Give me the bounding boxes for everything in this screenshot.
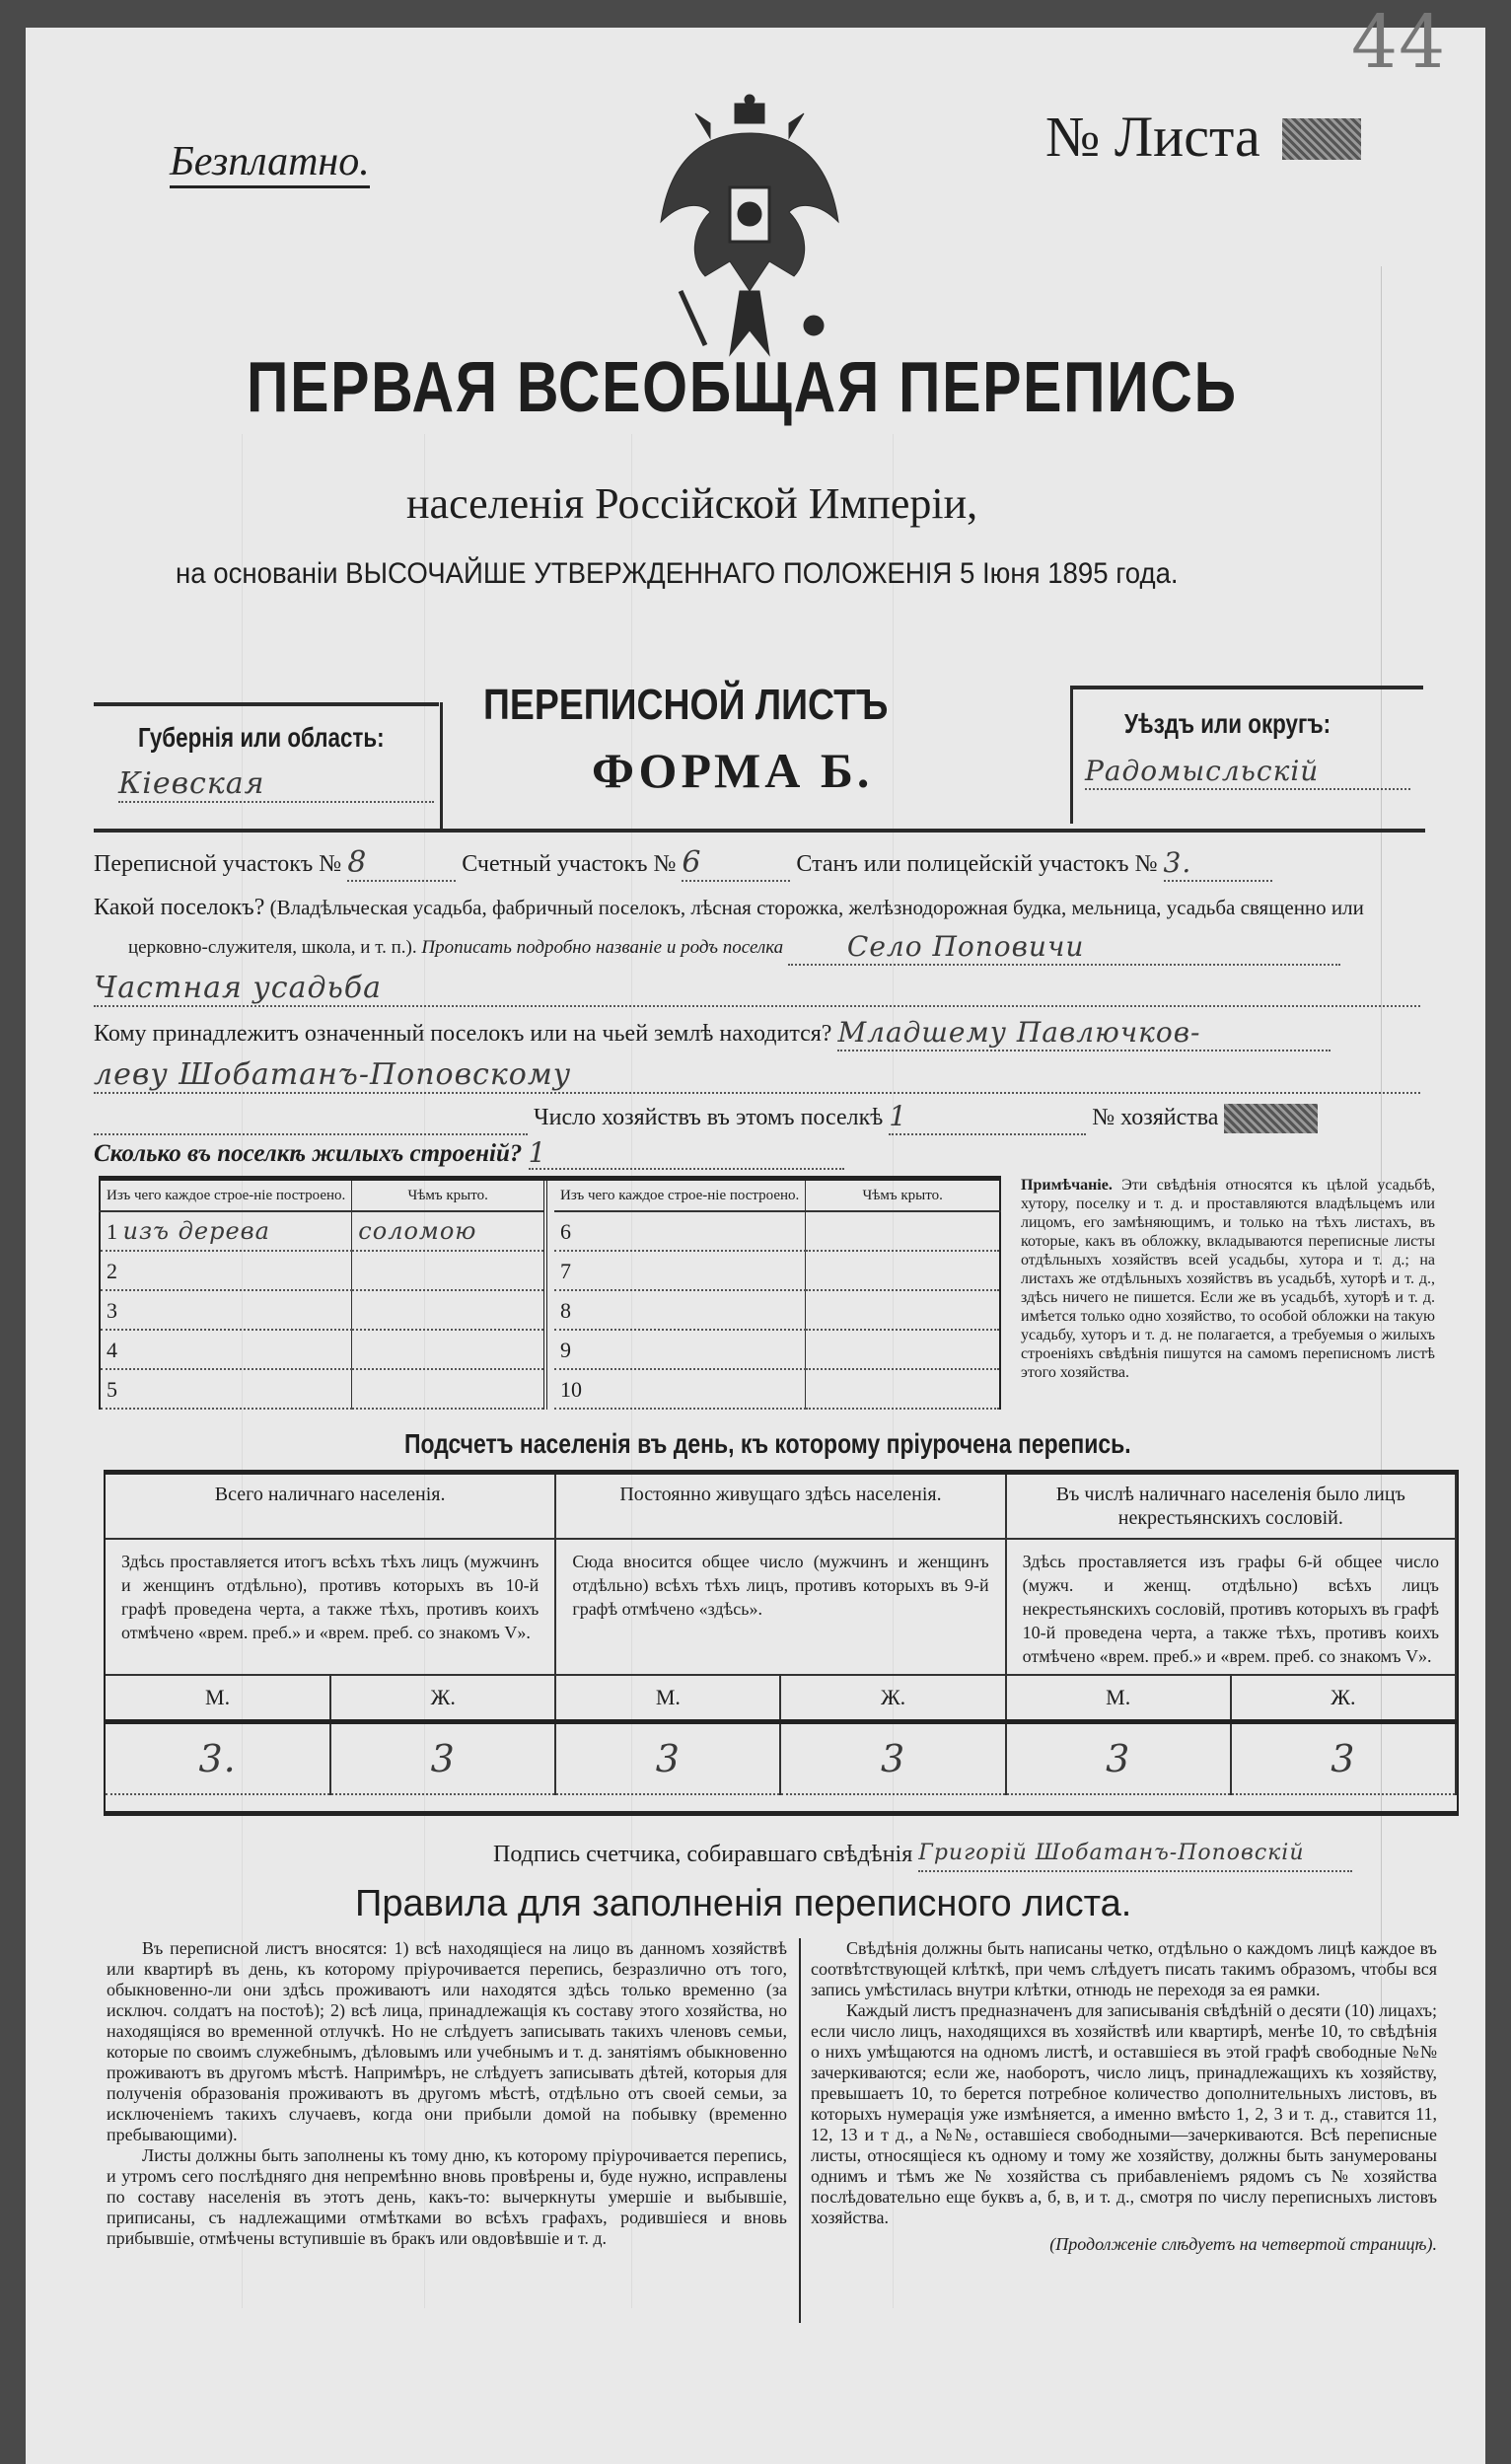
owner-field-2[interactable]: леву Шобатанъ-Поповскому (94, 1058, 1420, 1094)
sheet-title: ПЕРЕПИСНОЙ ЛИСТЪ (483, 681, 889, 729)
male-count-field[interactable]: 3 (555, 1722, 780, 1795)
settlement-hint-line (128, 930, 1340, 966)
imperial-eagle-emblem-icon (651, 94, 848, 365)
male-count-field[interactable]: 3. (106, 1722, 330, 1795)
female-header: Ж. (1231, 1675, 1456, 1722)
row-number: 3 (107, 1298, 117, 1323)
rules-paragraph: Свѣдѣнія должны быть написаны четко, отдѣльно о каждомъ лицѣ каждое въ соотвѣтствующей клѣткѣ, при чемъ слѣдуетъ писать такимъ образомъ, чтобы вся запись умѣстилась внутри клѣтки, отнюдь не переходя за ея рамки. (811, 1938, 1437, 1999)
female-count-field[interactable]: 3 (780, 1722, 1005, 1795)
population-header-row (106, 1475, 1456, 1539)
population-col-header: Всего наличнаго населенія. (106, 1475, 555, 1539)
settlement-hint-3: Прописать подробно названіе и родъ поселка (421, 937, 784, 958)
area-line (94, 846, 1272, 882)
divider (440, 702, 443, 831)
census-area-label: Переписной участокъ № (94, 851, 342, 877)
divider (94, 702, 439, 706)
col-roof-header: Чѣмъ крыто. (806, 1181, 1000, 1211)
buildings-question (94, 1138, 844, 1170)
row-number: 7 (560, 1259, 571, 1283)
buildings-label: Сколько въ поселкѣ жилыхъ строеній? (94, 1140, 523, 1167)
province-label: Губернія или область: (138, 722, 385, 753)
rules-paragraph: Листы должны быть заполнены къ тому дню, къ которому пріурочивается перепись, и утромъ сего послѣдняго дня непремѣнно вновь провѣрены и, буде нужно, исправлены по составу населенія въ этотъ день, какъ-то: вычеркнуты умершіе и выбывшіе, приписаны, съ надлежащими отмѣтками во всѣхъ графахъ, родившіеся и вновь прибывшіе, отмѣчены вступившіе въ бракъ или овдовѣвшіе и т. д. (107, 2145, 787, 2248)
buildings-table-left (99, 1181, 547, 1410)
police-area-field[interactable]: 3. (1164, 846, 1272, 882)
free-label: Безплатно. (170, 138, 370, 188)
roof-field[interactable]: соломою (358, 1217, 477, 1245)
population-desc-row (106, 1539, 1456, 1675)
building-row (100, 1251, 545, 1290)
census-title: ПЕРВАЯ ВСЕОБЩАЯ ПЕРЕПИСЬ (247, 348, 1238, 427)
male-header: М. (106, 1675, 330, 1722)
column-divider (799, 1938, 801, 2323)
owner-label: Кому принадлежитъ означенный поселокъ или на чьей землѣ находится? (94, 1021, 832, 1047)
population-table (104, 1470, 1459, 1816)
rules-right-column (811, 1938, 1437, 2255)
building-row (554, 1369, 1000, 1409)
rules-paragraph: Въ переписной листъ вносятся: 1) всѣ находящіеся на лицо въ данномъ хозяйствѣ или квартирѣ въ день, къ которому пріурочивается перепись, безразлично отъ того, обыкновенно-ли они здѣсь проживаютъ или находятся здѣсь только временно (за исключ. солдатъ на постоѣ); 2) всѣ лица, принадлежащія къ составу этого хозяйства, но находящіяся во временной отлучкѣ. Но не слѣдуетъ записывать такихъ членовъ семьи, которые по своимъ служебнымъ, дѣловымъ или учебнымъ и т. д. занятіямъ обыкновенно проживаютъ въ другомъ мѣстѣ. Напримѣръ, не слѣдуетъ записывать дѣтей, которыя для полученія образованія проживаютъ въ другомъ мѣстѣ, отдѣльно отъ своей семьи, за исключеніемъ такихъ случаевъ, когда они прибыли домой на побывку (временно пребывающими). (107, 1938, 787, 2144)
district-label: Уѣздъ или округъ: (1124, 708, 1331, 739)
building-row (554, 1211, 1000, 1251)
households-line (94, 1100, 1318, 1135)
household-number-label: № хозяйства (1092, 1105, 1219, 1130)
household-number-box (1224, 1104, 1318, 1133)
building-row (100, 1290, 545, 1330)
continued-note: (Продолженіе слѣдуетъ на четвертой страницѣ). (1049, 2234, 1437, 2254)
divider (1070, 686, 1073, 824)
building-row (554, 1330, 1000, 1369)
row-number: 6 (560, 1219, 571, 1244)
population-col-desc: Здѣсь проставляется изъ графы 6-й общее число (мужч. и женщ. отдѣльно) всѣхъ лицъ некрестьянскихъ сословій, противъ которыхъ въ графѣ 10-й проведена черта, а также тѣхъ, противъ коихъ отмѣчено «врем. преб.» и «врем. преб. со знакомъ V». (1006, 1539, 1456, 1675)
sheet-number-label: № Листа (1045, 105, 1260, 169)
divider (1073, 686, 1423, 689)
population-col-desc: Сюда вносится общее число (мужчинъ и женщинъ отдѣльно) всѣхъ тѣхъ лицъ, противъ которыхъ въ 9-й графѣ отмѣчено «здѣсь». (555, 1539, 1005, 1675)
building-row (554, 1290, 1000, 1330)
owner-question (94, 1016, 1331, 1051)
row-number: 1 (107, 1219, 117, 1244)
population-col-desc: Здѣсь проставляется итогъ всѣхъ тѣхъ лицъ (мужчинъ и женщинъ отдѣльно), противъ которыхъ въ 10-й графѣ проведена черта, а также тѣхъ, противъ коихъ отмѣчено «врем. преб.» и «врем. преб. со знакомъ V». (106, 1539, 555, 1675)
population-title: Подсчетъ населенія въ день, къ которому пріурочена перепись. (404, 1428, 1131, 1459)
population-value-row (106, 1722, 1456, 1795)
male-count-field[interactable]: 3 (1006, 1722, 1231, 1795)
buildings-table-right (554, 1181, 1001, 1410)
rules-paragraph: Каждый листъ предназначенъ для записыванія свѣдѣній о десяти (10) лицахъ; если число лицъ, находящихся въ хозяйствѣ или квартирѣ, менѣе 10, то свѣдѣнія о нихъ умѣщаются на одномъ листѣ, и оставшіеся въ этой графѣ свободные №№ зачеркиваются; если же, наоборотъ, число лицъ, принадлежащихъ къ хозяйству, превышаетъ 10, то берется потребное количество дополнительныхъ листовъ, въ которыхъ нумерація уже измѣняется, а именно вмѣсто 1, 2, 3 и т. д., ставится 11, 12, 13 и т д., а №№, оставшіеся свободными—зачеркиваются. Всѣ переписные листы, относящіеся къ одному и тому же хозяйству, должны быть занумерованы однимъ и тѣмъ же № хозяйства съ прибавленіемъ рядомъ съ № хозяйства послѣдовательно еще буквъ а, б, в, и т. д., смотря по числу переписныхъ листовъ хозяйства. (811, 2000, 1437, 2227)
buildings-field[interactable]: 1 (529, 1138, 844, 1170)
divider (94, 829, 1425, 833)
material-field[interactable]: изъ дерева (122, 1217, 270, 1245)
row-number: 5 (107, 1377, 117, 1402)
households-field[interactable]: 1 (889, 1100, 1086, 1135)
row-number: 10 (560, 1377, 582, 1402)
male-header: М. (555, 1675, 780, 1722)
sheet-number-value-box (1282, 118, 1361, 160)
signature-field[interactable]: Григорій Шобатанъ-Поповскій (918, 1837, 1352, 1872)
census-subtitle: населенія Россійской Имперіи, (406, 479, 978, 528)
col-roof-header: Чѣмъ крыто. (352, 1181, 545, 1211)
province-field[interactable]: Кіевская (118, 767, 434, 803)
households-label: Число хозяйствъ въ этомъ поселкѣ (534, 1105, 884, 1130)
buildings-table (99, 1176, 1001, 1402)
sex-header-row (106, 1675, 1456, 1722)
population-col-header: Постоянно живущаго здѣсь населенія. (555, 1475, 1005, 1539)
population-grid (106, 1475, 1457, 1811)
row-number: 4 (107, 1338, 117, 1362)
pencil-page-number: 44 (1351, 0, 1447, 85)
female-count-field[interactable]: 3 (330, 1722, 555, 1795)
form-label: ФОРМА Б. (592, 743, 874, 798)
female-count-field[interactable]: 3 (1231, 1722, 1456, 1795)
signature-line (493, 1837, 1352, 1872)
col-material-header: Изъ чего каждое строе-ніе построено. (100, 1181, 352, 1211)
col-material-header: Изъ чего каждое строе-ніе построено. (554, 1181, 806, 1211)
population-col-header: Въ числѣ наличнаго населенія было лицъ некрестьянскихъ сословій. (1006, 1475, 1456, 1539)
building-row (100, 1369, 545, 1409)
rules-left-column (107, 1938, 787, 2249)
rules-title: Правила для заполненія переписного листа. (355, 1883, 1132, 1924)
count-area-field[interactable]: 6 (682, 846, 790, 882)
building-row (100, 1211, 545, 1251)
district-field[interactable]: Радомысльскій (1085, 755, 1410, 790)
settlement-name-field[interactable]: Село Поповичи (788, 930, 1340, 966)
settlement-hint: (Владѣльческая усадьба, фабричный поселокъ, лѣсная сторожка, желѣзнодорожная будка, мельница, усадьба священно или (269, 896, 1364, 919)
census-area-field[interactable]: 8 (347, 846, 456, 882)
count-area-label: Счетный участокъ № (462, 851, 677, 877)
row-number: 9 (560, 1338, 571, 1362)
settlement-question (94, 890, 1364, 925)
legal-basis-line: на основаніи ВЫСОЧАЙШЕ УТВЕРЖДЕННАГО ПОЛОЖЕНІЯ 5 Іюня 1895 года. (176, 557, 1179, 590)
signature-label: Подпись счетчика, собиравшаго свѣдѣнія (493, 1842, 913, 1867)
note-box (1021, 1176, 1435, 1382)
row-number: 2 (107, 1259, 117, 1283)
building-row (100, 1330, 545, 1369)
note-text: Эти свѣдѣнія относятся къ цѣлой усадьбѣ, хутору, поселку и т. д. и проставляются владѣльцемъ или лицомъ, его замѣняющимъ, и только на тѣхъ листахъ, въ которые, какъ въ обложку, вкладываются переписные листы отдѣльныхъ хозяйствъ всей усадьбы, хутора и т. д.; на листахъ же отдѣльныхъ хозяйствъ въ усадьбѣ, хуторѣ и т. д., здѣсь ничего не пишется. Если же въ усадьбѣ, хуторѣ и т. д. имѣется только одно хозяйство, то особой обложки на такую усадьбу, хуторъ и т. д. не полагается, а требуемыя о жилыхъ строеніяхъ свѣдѣнія пишутся на самомъ переписномъ листѣ этого хозяйства. (1021, 1177, 1436, 1381)
row-number: 8 (560, 1298, 571, 1323)
owner-field-1[interactable]: Младшему Павлючков- (837, 1016, 1331, 1051)
female-header: Ж. (780, 1675, 1005, 1722)
settlement-type-field[interactable]: Частная усадьба (94, 972, 1420, 1007)
settlement-label: Какой поселокъ? (94, 895, 265, 920)
settlement-hint-2: церковно-служителя, школа, и т. п.). (128, 937, 417, 958)
building-row (554, 1251, 1000, 1290)
police-area-label: Станъ или полицейскій участокъ № (796, 851, 1158, 877)
male-header: М. (1006, 1675, 1231, 1722)
female-header: Ж. (330, 1675, 555, 1722)
note-title: Примѣчаніе. (1021, 1177, 1113, 1194)
